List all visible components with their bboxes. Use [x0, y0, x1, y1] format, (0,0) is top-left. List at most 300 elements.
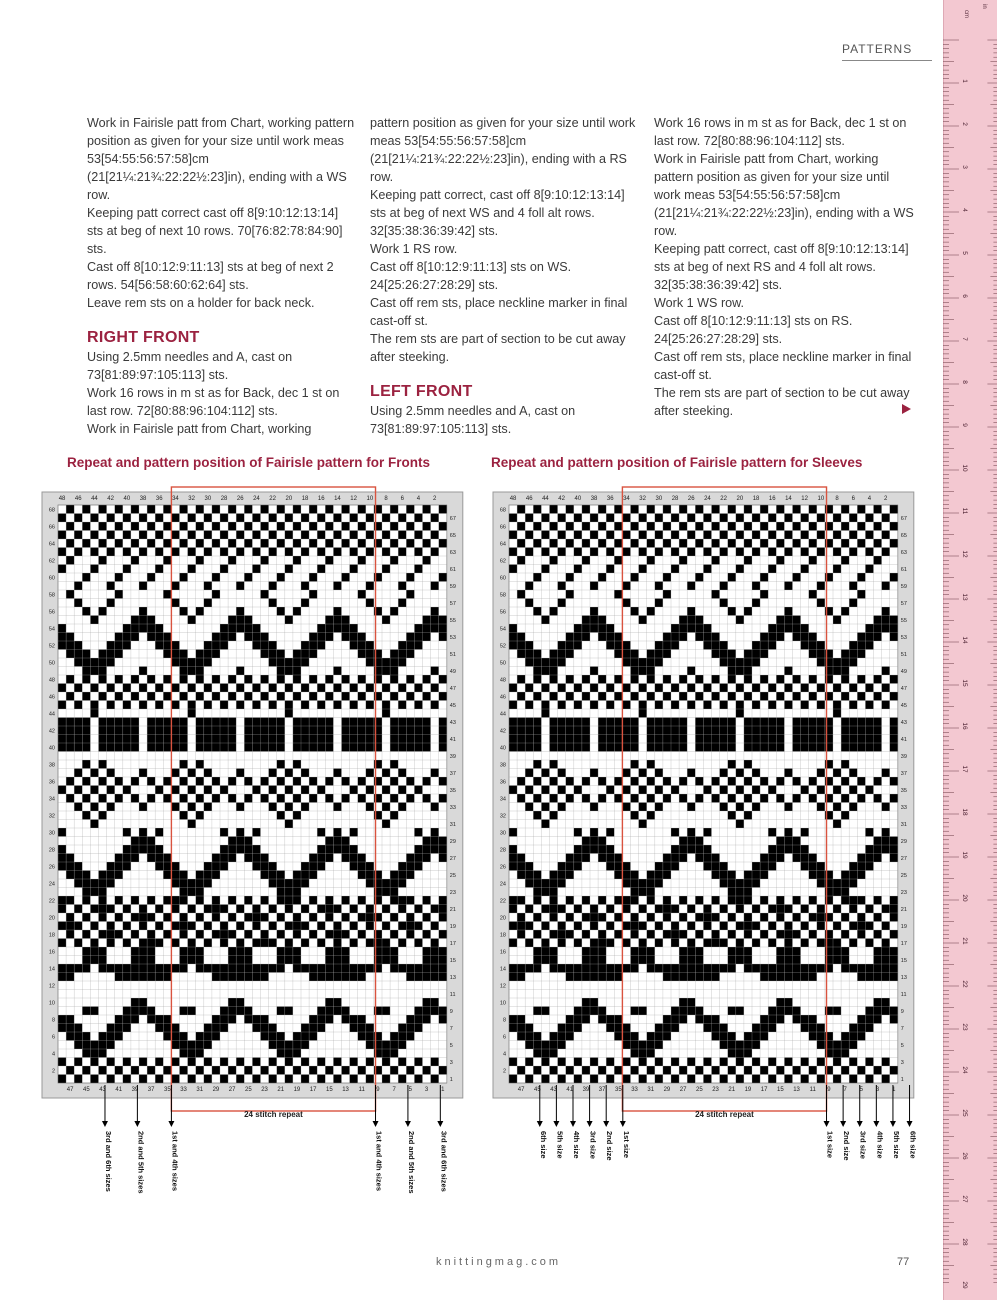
- stitch-cell: [439, 1007, 447, 1016]
- stitch-cell: [801, 641, 809, 650]
- stitch-cell: [439, 692, 447, 701]
- stitch-cell: [325, 1066, 333, 1075]
- stitch-cell: [874, 556, 882, 565]
- stitch-cell: [712, 794, 720, 803]
- stitch-cell: [817, 922, 825, 931]
- stitch-cell: [317, 548, 325, 557]
- stitch-cell: [107, 743, 115, 752]
- stitch-cell: [817, 735, 825, 744]
- stitch-cell: [793, 837, 801, 846]
- stitch-cell: [293, 539, 301, 548]
- paragraph: Work in Fairisle patt from Chart, working pattern position as given for your size until work meas 53[54:55:56:57:58]cm (21[21¼:21¾:22:22½:23]in), ending with a WS row.: [87, 116, 355, 202]
- row-number-left: 6: [502, 1034, 506, 1041]
- stitch-cell: [679, 718, 687, 727]
- stitch-cell: [382, 514, 390, 523]
- stitch-cell: [252, 854, 260, 863]
- stitch-cell: [720, 735, 728, 744]
- stitch-cell: [509, 1058, 517, 1067]
- stitch-cell: [99, 871, 107, 880]
- stitch-cell: [90, 514, 98, 523]
- stitch-cell: [736, 896, 744, 905]
- stitch-cell: [285, 658, 293, 667]
- stitch-cell: [574, 939, 582, 948]
- stitch-cell: [671, 786, 679, 795]
- stitch-cell: [333, 701, 341, 710]
- stitch-cell: [720, 701, 728, 710]
- stitch-cell: [784, 514, 792, 523]
- row-number-right: 63: [900, 549, 907, 556]
- stitch-cell: [801, 905, 809, 914]
- stitch-cell: [414, 735, 422, 744]
- ruler-cm-label: 8: [961, 380, 968, 384]
- row-number-right: 45: [449, 702, 456, 709]
- stitch-cell: [874, 964, 882, 973]
- stitch-cell: [744, 505, 752, 514]
- stitch-cell: [325, 1015, 333, 1024]
- stitch-cell: [325, 896, 333, 905]
- stitch-cell: [123, 1075, 131, 1084]
- stitch-cell: [833, 786, 841, 795]
- stitch-cell: [752, 1041, 760, 1050]
- stitch-cell: [163, 871, 171, 880]
- stitch-cell: [180, 650, 188, 659]
- stitch-cell: [317, 514, 325, 523]
- stitch-cell: [414, 786, 422, 795]
- stitch-cell: [712, 1032, 720, 1041]
- bottom-stitch-number: 15: [777, 1087, 784, 1093]
- stitch-cell: [115, 913, 123, 922]
- stitch-cell: [147, 854, 155, 863]
- stitch-cell: [809, 726, 817, 735]
- stitch-cell: [90, 1007, 98, 1016]
- stitch-cell: [398, 599, 406, 608]
- stitch-cell: [382, 616, 390, 625]
- stitch-cell: [525, 1058, 533, 1067]
- bottom-stitch-number: 41: [566, 1087, 574, 1093]
- stitch-cell: [366, 1058, 374, 1067]
- stitch-cell: [269, 786, 277, 795]
- stitch-cell: [793, 964, 801, 973]
- stitch-cell: [890, 913, 898, 922]
- stitch-cell: [82, 658, 90, 667]
- stitch-cell: [622, 718, 630, 727]
- stitch-cell: [82, 692, 90, 701]
- stitch-cell: [655, 1041, 663, 1050]
- stitch-cell: [776, 973, 784, 982]
- stitch-cell: [244, 913, 252, 922]
- stitch-cell: [728, 760, 736, 769]
- stitch-cell: [317, 922, 325, 931]
- stitch-cell: [728, 956, 736, 965]
- stitch-cell: [857, 573, 865, 582]
- stitch-cell: [525, 786, 533, 795]
- stitch-cell: [220, 548, 228, 557]
- stitch-cell: [833, 769, 841, 778]
- stitch-cell: [687, 1075, 695, 1084]
- stitch-cell: [285, 684, 293, 693]
- repeat-label: 24 stitch repeat: [695, 1110, 754, 1119]
- stitch-cell: [801, 565, 809, 574]
- stitch-cell: [342, 539, 350, 548]
- stitch-cell: [744, 675, 752, 684]
- stitch-cell: [358, 777, 366, 786]
- stitch-cell: [533, 964, 541, 973]
- stitch-cell: [342, 633, 350, 642]
- stitch-cell: [622, 1032, 630, 1041]
- stitch-cell: [622, 879, 630, 888]
- stitch-cell: [574, 624, 582, 633]
- stitch-cell: [188, 905, 196, 914]
- stitch-cell: [550, 964, 558, 973]
- stitch-cell: [574, 684, 582, 693]
- stitch-cell: [631, 947, 639, 956]
- row-number-left: 62: [499, 558, 506, 565]
- stitch-cell: [776, 633, 784, 642]
- stitch-cell: [277, 735, 285, 744]
- stitch-cell: [663, 726, 671, 735]
- stitch-cell: [890, 539, 898, 548]
- stitch-cell: [606, 964, 614, 973]
- stitch-cell: [293, 922, 301, 931]
- stitch-cell: [622, 658, 630, 667]
- bottom-stitch-number: 21: [277, 1087, 285, 1093]
- stitch-cell: [107, 1032, 115, 1041]
- stitch-cell: [147, 837, 155, 846]
- stitch-cell: [841, 1032, 849, 1041]
- stitch-cell: [817, 701, 825, 710]
- stitch-cell: [606, 684, 614, 693]
- stitch-cell: [647, 556, 655, 565]
- stitch-cell: [550, 879, 558, 888]
- stitch-cell: [874, 777, 882, 786]
- stitch-cell: [671, 1075, 679, 1084]
- stitch-cell: [301, 701, 309, 710]
- stitch-cell: [244, 777, 252, 786]
- stitch-cell: [695, 726, 703, 735]
- stitch-cell: [695, 616, 703, 625]
- stitch-cell: [712, 1066, 720, 1075]
- stitch-cell: [285, 531, 293, 540]
- stitch-cell: [622, 641, 630, 650]
- stitch-cell: [212, 1015, 220, 1024]
- stitch-cell: [99, 675, 107, 684]
- stitch-cell: [631, 522, 639, 531]
- ruler-cm-label: 2: [961, 122, 968, 126]
- stitch-cell: [541, 701, 549, 710]
- stitch-cell: [277, 743, 285, 752]
- paragraph: Keeping patt correct cast off 8[9:10:12:13:14] sts at beg of next 10 rows. 70[76:82:78:84:90] sts.: [87, 206, 343, 256]
- paragraph: Cast off 8[10:12:9:11:13] sts on RS. 24[25:26:27:28:29] sts.: [654, 314, 853, 346]
- stitch-cell: [431, 998, 439, 1007]
- stitch-cell: [188, 701, 196, 710]
- stitch-cell: [188, 769, 196, 778]
- stitch-cell: [317, 1075, 325, 1084]
- stitch-cell: [350, 1024, 358, 1033]
- stitch-cell: [358, 896, 366, 905]
- stitch-cell: [874, 1015, 882, 1024]
- stitch-cell: [301, 939, 309, 948]
- stitch-cell: [342, 947, 350, 956]
- stitch-cell: [309, 973, 317, 982]
- stitch-cell: [423, 794, 431, 803]
- stitch-cell: [285, 709, 293, 718]
- stitch-cell: [776, 522, 784, 531]
- stitch-cell: [293, 743, 301, 752]
- stitch-cell: [82, 947, 90, 956]
- stitch-cell: [509, 531, 517, 540]
- stitch-cell: [366, 1075, 374, 1084]
- stitch-cell: [309, 896, 317, 905]
- stitch-cell: [196, 913, 204, 922]
- top-stitch-number: 10: [366, 496, 374, 502]
- stitch-cell: [269, 862, 277, 871]
- stitch-cell: [228, 777, 236, 786]
- stitch-cell: [768, 854, 776, 863]
- stitch-cell: [66, 794, 74, 803]
- stitch-cell: [99, 556, 107, 565]
- stitch-cell: [614, 1032, 622, 1041]
- stitch-cell: [90, 709, 98, 718]
- stitch-cell: [647, 930, 655, 939]
- stitch-cell: [874, 1066, 882, 1075]
- stitch-cell: [220, 973, 228, 982]
- stitch-cell: [277, 692, 285, 701]
- row-number-left: 24: [499, 881, 506, 888]
- stitch-cell: [99, 692, 107, 701]
- stitch-cell: [550, 905, 558, 914]
- stitch-cell: [406, 505, 414, 514]
- stitch-cell: [882, 828, 890, 837]
- stitch-cell: [180, 947, 188, 956]
- stitch-cell: [285, 514, 293, 523]
- stitch-cell: [801, 735, 809, 744]
- stitch-cell: [793, 539, 801, 548]
- stitch-cell: [728, 573, 736, 582]
- stitch-cell: [228, 675, 236, 684]
- stitch-cell: [228, 1066, 236, 1075]
- stitch-cell: [155, 905, 163, 914]
- stitch-cell: [439, 624, 447, 633]
- stitch-cell: [865, 854, 873, 863]
- stitch-cell: [115, 573, 123, 582]
- stitch-cell: [204, 684, 212, 693]
- stitch-cell: [533, 726, 541, 735]
- stitch-cell: [622, 599, 630, 608]
- stitch-cell: [439, 930, 447, 939]
- stitch-cell: [752, 735, 760, 744]
- stitch-cell: [631, 811, 639, 820]
- stitch-cell: [849, 1032, 857, 1041]
- stitch-cell: [317, 531, 325, 540]
- stitch-cell: [244, 522, 252, 531]
- stitch-cell: [171, 531, 179, 540]
- stitch-cell: [431, 956, 439, 965]
- stitch-cell: [285, 667, 293, 676]
- stitch-cell: [342, 726, 350, 735]
- stitch-cell: [180, 888, 188, 897]
- text-column-2: [370, 114, 640, 438]
- stitch-cell: [671, 939, 679, 948]
- top-stitch-number: 44: [91, 496, 98, 502]
- stitch-cell: [687, 803, 695, 812]
- stitch-cell: [663, 522, 671, 531]
- stitch-cell: [220, 786, 228, 795]
- stitch-cell: [849, 896, 857, 905]
- stitch-cell: [269, 514, 277, 523]
- stitch-cell: [439, 505, 447, 514]
- stitch-cell: [171, 786, 179, 795]
- stitch-cell: [163, 633, 171, 642]
- stitch-cell: [99, 760, 107, 769]
- stitch-cell: [285, 1075, 293, 1084]
- stitch-cell: [671, 531, 679, 540]
- stitch-cell: [342, 718, 350, 727]
- stitch-cell: [236, 828, 244, 837]
- stitch-cell: [849, 531, 857, 540]
- stitch-cell: [679, 837, 687, 846]
- stitch-cell: [139, 947, 147, 956]
- stitch-cell: [882, 803, 890, 812]
- row-number-left: 8: [502, 1017, 506, 1024]
- stitch-cell: [382, 658, 390, 667]
- stitch-cell: [631, 650, 639, 659]
- stitch-cell: [252, 964, 260, 973]
- stitch-cell: [890, 675, 898, 684]
- stitch-cell: [574, 828, 582, 837]
- stitch-cell: [525, 879, 533, 888]
- stitch-cell: [155, 633, 163, 642]
- row-number-left: 62: [48, 558, 55, 565]
- stitch-cell: [90, 947, 98, 956]
- stitch-cell: [220, 743, 228, 752]
- stitch-cell: [82, 675, 90, 684]
- stitch-cell: [614, 590, 622, 599]
- stitch-cell: [865, 548, 873, 557]
- stitch-cell: [663, 930, 671, 939]
- arrow-down-icon: [603, 1121, 609, 1127]
- stitch-cell: [220, 531, 228, 540]
- stitch-cell: [809, 1066, 817, 1075]
- stitch-cell: [220, 845, 228, 854]
- stitch-cell: [639, 684, 647, 693]
- stitch-cell: [390, 896, 398, 905]
- stitch-cell: [679, 633, 687, 642]
- stitch-cell: [398, 922, 406, 931]
- stitch-cell: [550, 888, 558, 897]
- stitch-cell: [90, 939, 98, 948]
- stitch-cell: [890, 1007, 898, 1016]
- stitch-cell: [874, 837, 882, 846]
- bottom-stitch-number: 31: [196, 1087, 204, 1093]
- stitch-cell: [679, 998, 687, 1007]
- stitch-cell: [423, 913, 431, 922]
- stitch-cell: [131, 777, 139, 786]
- stitch-cell: [58, 531, 66, 540]
- stitch-cell: [517, 794, 525, 803]
- stitch-cell: [228, 794, 236, 803]
- stitch-cell: [244, 692, 252, 701]
- stitch-cell: [566, 964, 574, 973]
- stitch-cell: [90, 565, 98, 574]
- row-number-right: 55: [900, 617, 907, 624]
- stitch-cell: [285, 786, 293, 795]
- stitch-cell: [760, 777, 768, 786]
- stitch-cell: [793, 633, 801, 642]
- stitch-cell: [590, 1075, 598, 1084]
- stitch-cell: [679, 845, 687, 854]
- stitch-cell: [833, 947, 841, 956]
- stitch-cell: [431, 939, 439, 948]
- stitch-cell: [406, 913, 414, 922]
- stitch-cell: [574, 701, 582, 710]
- stitch-cell: [325, 845, 333, 854]
- stitch-cell: [703, 1024, 711, 1033]
- stitch-cell: [744, 879, 752, 888]
- stitch-cell: [358, 556, 366, 565]
- stitch-cell: [155, 964, 163, 973]
- row-number-right: 27: [449, 855, 456, 862]
- stitch-cell: [228, 930, 236, 939]
- stitch-cell: [639, 1075, 647, 1084]
- stitch-cell: [533, 1066, 541, 1075]
- stitch-cell: [509, 633, 517, 642]
- row-number-left: 66: [499, 524, 506, 531]
- stitch-cell: [622, 1041, 630, 1050]
- stitch-cell: [614, 735, 622, 744]
- row-number-left: 14: [499, 966, 506, 973]
- stitch-cell: [423, 964, 431, 973]
- stitch-cell: [204, 939, 212, 948]
- top-stitch-number: 30: [655, 496, 663, 502]
- stitch-cell: [631, 539, 639, 548]
- stitch-cell: [833, 803, 841, 812]
- stitch-cell: [228, 854, 236, 863]
- stitch-cell: [865, 1075, 873, 1084]
- stitch-cell: [614, 1024, 622, 1033]
- stitch-cell: [366, 964, 374, 973]
- stitch-cell: [431, 973, 439, 982]
- stitch-cell: [841, 896, 849, 905]
- stitch-cell: [703, 735, 711, 744]
- stitch-cell: [614, 964, 622, 973]
- stitch-cell: [849, 1075, 857, 1084]
- stitch-cell: [582, 956, 590, 965]
- stitch-cell: [309, 590, 317, 599]
- stitch-cell: [695, 522, 703, 531]
- stitch-cell: [801, 548, 809, 557]
- stitch-cell: [752, 658, 760, 667]
- stitch-cell: [784, 837, 792, 846]
- stitch-cell: [752, 641, 760, 650]
- stitch-cell: [188, 939, 196, 948]
- row-number-left: 34: [48, 796, 55, 803]
- stitch-cell: [533, 888, 541, 897]
- stitch-cell: [350, 718, 358, 727]
- stitch-cell: [558, 1032, 566, 1041]
- stitch-cell: [833, 616, 841, 625]
- stitch-cell: [107, 641, 115, 650]
- stitch-cell: [269, 871, 277, 880]
- stitch-cell: [171, 684, 179, 693]
- row-number-right: 17: [900, 940, 907, 947]
- stitch-cell: [541, 1041, 549, 1050]
- stitch-cell: [841, 718, 849, 727]
- stitch-cell: [703, 641, 711, 650]
- stitch-cell: [874, 1007, 882, 1016]
- stitch-cell: [163, 650, 171, 659]
- stitch-cell: [598, 522, 606, 531]
- stitch-cell: [752, 905, 760, 914]
